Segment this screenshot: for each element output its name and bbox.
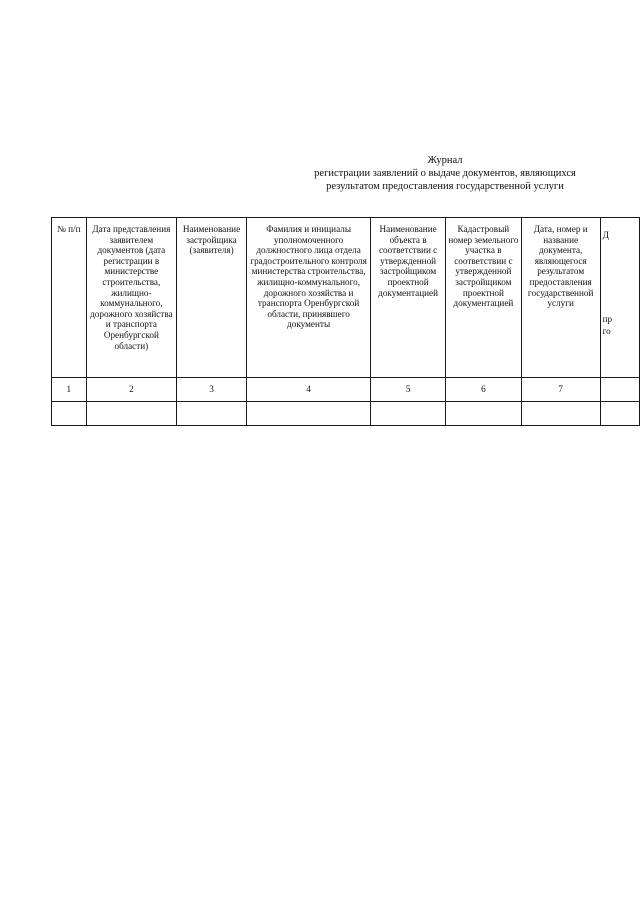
empty-cell xyxy=(600,402,639,426)
header-cell-official-name: Фамилия и инициалы уполномоченного должностного лица отдела градостроительного контроля министерства строительства, жилищно-коммунального, дорожного хозяйства и транспорта Оренбургской области, принявшего документы xyxy=(246,218,370,378)
column-number-8-cut xyxy=(600,378,639,402)
empty-cell xyxy=(371,402,446,426)
table-row-empty xyxy=(52,402,640,426)
column-number-5: 5 xyxy=(371,378,446,402)
journal-title: Журнал xyxy=(427,155,463,166)
empty-cell xyxy=(446,402,522,426)
column-number-4: 4 xyxy=(246,378,370,402)
empty-cell xyxy=(246,402,370,426)
journal-subtitle-line-1: регистрации заявлений о выдаче документов, являющихся xyxy=(314,168,576,179)
column-number-1: 1 xyxy=(52,378,87,402)
header-cell-cadastral-number: Кадастровый номер земельного участка в соответствии с утвержденной застройщиком проектной документацией xyxy=(446,218,522,378)
cut-fragment-1: Д xyxy=(602,230,609,240)
empty-cell xyxy=(177,402,247,426)
empty-cell xyxy=(86,402,177,426)
registration-journal-table xyxy=(51,217,640,426)
table-header-row xyxy=(52,218,640,378)
table-row-column-numbers xyxy=(52,378,640,402)
header-cell-cut-off xyxy=(600,218,639,378)
cut-fragment-3: го xyxy=(602,326,611,336)
empty-cell xyxy=(521,402,600,426)
empty-cell xyxy=(52,402,87,426)
header-cell-object-name: Наименование объекта в соответствии с утвержденной застройщиком проектной документацией xyxy=(371,218,446,378)
journal-subtitle-line-2: результатом предоставления государственной услуги xyxy=(326,181,564,192)
column-number-2: 2 xyxy=(86,378,177,402)
cut-fragment-2: пр xyxy=(602,314,613,324)
journal-heading xyxy=(290,154,600,193)
column-number-3: 3 xyxy=(177,378,247,402)
column-number-7: 7 xyxy=(521,378,600,402)
column-number-6: 6 xyxy=(446,378,522,402)
header-cell-result-document: Дата, номер и название документа, являющегося результатом предоставления государственной услуги xyxy=(521,218,600,378)
header-cell-number: № п/п xyxy=(52,218,87,378)
header-cell-developer-name: Наименование застройщика (заявителя) xyxy=(177,218,247,378)
header-cell-submission-date: Дата представления заявителем документов (дата регистрации в министерстве строительства, жилищно-коммунального, дорожного хозяйства и транспорта Оренбургской области) xyxy=(86,218,177,378)
